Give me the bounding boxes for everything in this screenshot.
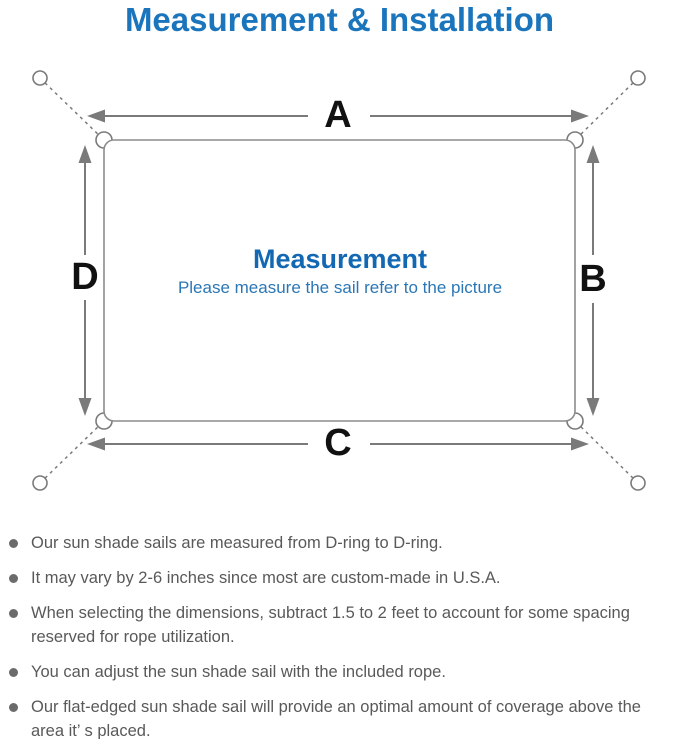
- diagram-center-subtitle: Please measure the sail refer to the picture: [177, 278, 503, 297]
- rope-line-bottom-right: [575, 421, 638, 483]
- arrow-d-top-head-icon: [79, 145, 92, 163]
- arrow-a-left-head-icon: [87, 110, 105, 123]
- note-text: Our flat-edged sun shade sail will provide an optimal amount of coverage above the area it’ s placed.: [31, 698, 641, 739]
- rope-line-top-right: [575, 78, 638, 140]
- rope-line-top-left: [40, 78, 104, 140]
- diagram-center-title: Measurement: [252, 244, 428, 274]
- dimension-label-c: C: [324, 422, 352, 464]
- dimension-label-a: A: [324, 94, 352, 136]
- arrow-b-top-head-icon: [587, 145, 600, 163]
- bullet-dot-icon: [9, 703, 18, 712]
- anchor-ring-top-left-icon: [33, 71, 47, 85]
- note-item: [6, 660, 673, 684]
- note-text: Our sun shade sails are measured from D-ring to D-ring.: [31, 534, 443, 552]
- bullet-dot-icon: [9, 539, 18, 548]
- anchor-ring-top-right-icon: [631, 71, 645, 85]
- arrow-c-left-head-icon: [87, 438, 105, 451]
- rope-line-bottom-left: [40, 421, 104, 483]
- anchor-ring-bottom-left-icon: [33, 476, 47, 490]
- arrow-a-right-head-icon: [571, 110, 589, 123]
- note-text: It may vary by 2-6 inches since most are custom-made in U.S.A.: [31, 569, 501, 587]
- page-title: Measurement & Installation: [124, 1, 555, 38]
- arrow-b-bottom-head-icon: [587, 398, 600, 416]
- note-item: [6, 566, 673, 590]
- bullet-dot-icon: [9, 609, 18, 618]
- dimension-label-d: D: [71, 256, 99, 298]
- measurement-notes-list: [6, 531, 673, 739]
- arrow-c-right-head-icon: [571, 438, 589, 451]
- note-item: [6, 601, 673, 649]
- arrow-d-bottom-head-icon: [79, 398, 92, 416]
- note-item: [6, 531, 673, 555]
- note-item: [6, 695, 673, 739]
- dimension-label-b: B: [579, 258, 607, 300]
- bullet-dot-icon: [9, 668, 18, 677]
- anchor-ring-bottom-right-icon: [631, 476, 645, 490]
- note-text: When selecting the dimensions, subtract 1.5 to 2 feet to account for some spacing reserved for rope utilization.: [31, 604, 630, 646]
- note-text: You can adjust the sun shade sail with the included rope.: [31, 663, 446, 681]
- bullet-dot-icon: [9, 574, 18, 583]
